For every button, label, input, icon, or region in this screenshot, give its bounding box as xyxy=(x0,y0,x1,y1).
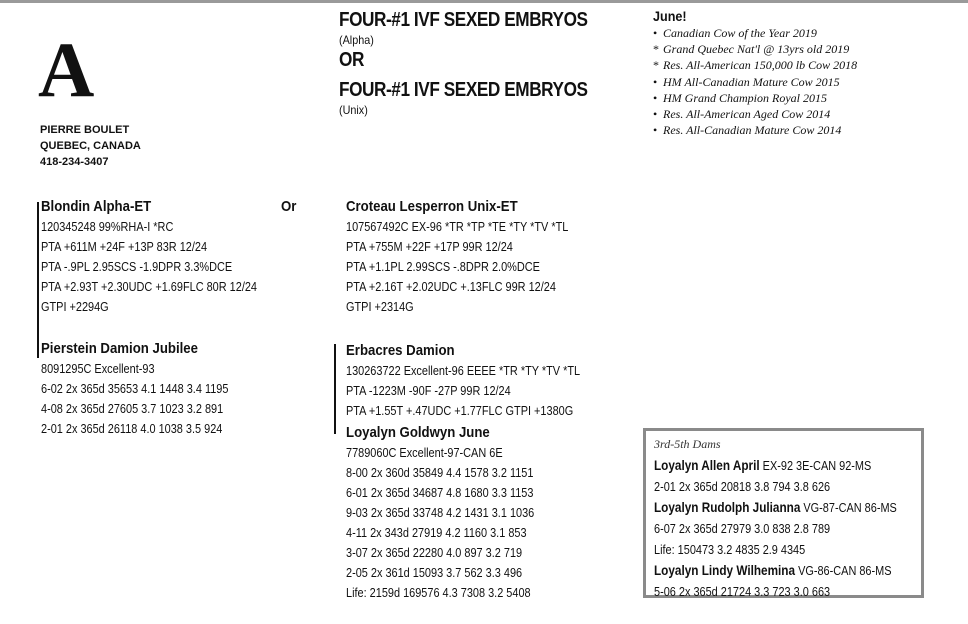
honor-item: * Grand Quebec Nat'l @ 13yrs old 2019 xyxy=(653,42,850,57)
june-title: June! xyxy=(653,8,687,24)
dam-sire-line: PTA -1223M -90F -27P 99R 12/24 xyxy=(346,383,511,398)
sire-alpha-line: PTA +611M +24F +13P 83R 12/24 xyxy=(41,239,208,254)
offer-sub-2: (Unix) xyxy=(339,103,368,117)
sire-unix-line: PTA +2.16T +2.02UDC +.13FLC 99R 12/24 xyxy=(346,279,556,294)
consignor-name: PIERRE BOULET xyxy=(40,124,130,136)
honor-item: • HM Grand Champion Royal 2015 xyxy=(653,90,827,105)
dam-june-line: 8-00 2x 360d 35849 4.4 1578 3.2 1151 xyxy=(346,465,534,480)
dam-sire-damion xyxy=(346,341,625,421)
dam-3-row xyxy=(654,455,897,476)
sire-alpha-name: Blondin Alpha-ET xyxy=(41,198,152,215)
honor-item: • Canadian Cow of the Year 2019 xyxy=(653,26,817,40)
offer-line-1: FOUR-#1 IVF SEXED EMBRYOS xyxy=(339,9,588,31)
dam-4-life: Life: 150473 3.2 4835 2.9 4345 xyxy=(654,542,806,557)
dam-sire-name: Erbacres Damion xyxy=(346,342,455,359)
dam-5-score: VG-86-CAN 86-MS xyxy=(795,563,892,578)
dam-3-name: Loyalyn Allen April xyxy=(654,457,760,473)
dam-jubilee-line: 6-02 2x 365d 35653 4.1 1448 3.4 1195 xyxy=(41,381,229,396)
honor-item: • Res. All-American Aged Cow 2014 xyxy=(653,107,831,122)
dam-june-line: 3-07 2x 365d 22280 4.0 897 3.2 719 xyxy=(346,545,523,560)
sire-unix xyxy=(346,197,611,317)
dam-june-line: 7789060C Excellent-97-CAN 6E xyxy=(346,445,503,460)
offer-line-2: FOUR-#1 IVF SEXED EMBRYOS xyxy=(339,79,588,101)
dam-5-row xyxy=(654,560,897,581)
honor-item: * Res. All-American 150,000 lb Cow 2018 xyxy=(653,58,858,73)
sire-alpha-line: GTPI +2294G xyxy=(41,299,109,314)
dam-4-record: 6-07 2x 365d 27979 3.0 838 2.8 789 xyxy=(654,521,831,536)
dam-june-line: 6-01 2x 365d 34687 4.8 1680 3.3 1153 xyxy=(346,485,534,500)
third-fifth-dams-box xyxy=(643,428,924,598)
dam-jubilee xyxy=(41,339,264,439)
sire-alpha-line: PTA -.9PL 2.95SCS -1.9DPR 3.3%DCE xyxy=(41,259,233,274)
sire-unix-name: Croteau Lesperron Unix-ET xyxy=(346,198,518,215)
dam-3-record: 2-01 2x 365d 20818 3.8 794 3.8 626 xyxy=(654,479,831,494)
offering-headline xyxy=(339,8,628,118)
dam-june-line: Life: 2159d 169576 4.3 7308 3.2 5408 xyxy=(346,585,531,600)
or-label: Or xyxy=(281,198,297,215)
dam-4-name: Loyalyn Rudolph Julianna xyxy=(654,499,801,515)
consignor-location: QUEBEC, CANADA xyxy=(40,140,141,152)
pedigree-bracket-right xyxy=(334,344,336,434)
dam-jubilee-line: 8091295C Excellent-93 xyxy=(41,361,155,376)
dam-june-line: 4-11 2x 343d 27919 4.2 1160 3.1 853 xyxy=(346,525,527,540)
dam-june-name: Loyalyn Goldwyn June xyxy=(346,424,490,441)
dam-3-score: EX-92 3E-CAN 92-MS xyxy=(759,458,872,473)
sire-unix-line: GTPI +2314G xyxy=(346,299,414,314)
dam-jubilee-line: 2-01 2x 365d 26118 4.0 1038 3.5 924 xyxy=(41,421,223,436)
dam-june-line: 2-05 2x 361d 15093 3.7 562 3.3 496 xyxy=(346,565,523,580)
sire-alpha-line: 120345248 99%RHA-I *RC xyxy=(41,219,174,234)
consignor-phone: 418-234-3407 xyxy=(40,156,109,168)
dam-june xyxy=(346,423,570,603)
dam-5-name: Loyalyn Lindy Wilhemina xyxy=(654,562,796,578)
honor-item: • HM All-Canadian Mature Cow 2015 xyxy=(653,74,840,89)
sire-alpha xyxy=(41,197,298,317)
dam-jubilee-name: Pierstein Damion Jubilee xyxy=(41,340,198,357)
dam-sire-line: 130263722 Excellent-96 EEEE *TR *TY *TV *TL xyxy=(346,363,581,378)
dam-jubilee-line: 4-08 2x 365d 27605 3.7 1023 3.2 891 xyxy=(41,401,224,416)
lot-letter: A xyxy=(38,26,94,113)
pedigree-bracket-left xyxy=(37,202,39,358)
honor-item: • Res. All-Canadian Mature Cow 2014 xyxy=(653,123,842,138)
june-honors xyxy=(653,8,857,138)
sire-unix-line: 107567492C EX-96 *TR *TP *TE *TY *TV *TL xyxy=(346,219,569,234)
sire-unix-line: PTA +1.1PL 2.99SCS -.8DPR 2.0%DCE xyxy=(346,259,540,274)
sire-unix-line: PTA +755M +22F +17P 99R 12/24 xyxy=(346,239,513,254)
consignor-info xyxy=(40,122,141,170)
dam-sire-line: PTA +1.55T +.47UDC +1.77FLC GTPI +1380G xyxy=(346,403,574,418)
dam-june-line: 9-03 2x 365d 33748 4.2 1431 3.1 1036 xyxy=(346,505,535,520)
dam-4-row xyxy=(654,497,897,518)
top-rule xyxy=(0,0,968,3)
offer-or: OR xyxy=(339,49,364,71)
dam-4-score: VG-87-CAN 86-MS xyxy=(800,500,897,515)
dams-box-title: 3rd-5th Dams xyxy=(654,437,721,451)
sire-alpha-line: PTA +2.93T +2.30UDC +1.69FLC 80R 12/24 xyxy=(41,279,258,294)
june-honors-list xyxy=(653,25,857,138)
dam-5-record: 5-06 2x 365d 21724 3.3 723 3.0 663 xyxy=(654,584,831,599)
offer-sub-1: (Alpha) xyxy=(339,33,374,47)
